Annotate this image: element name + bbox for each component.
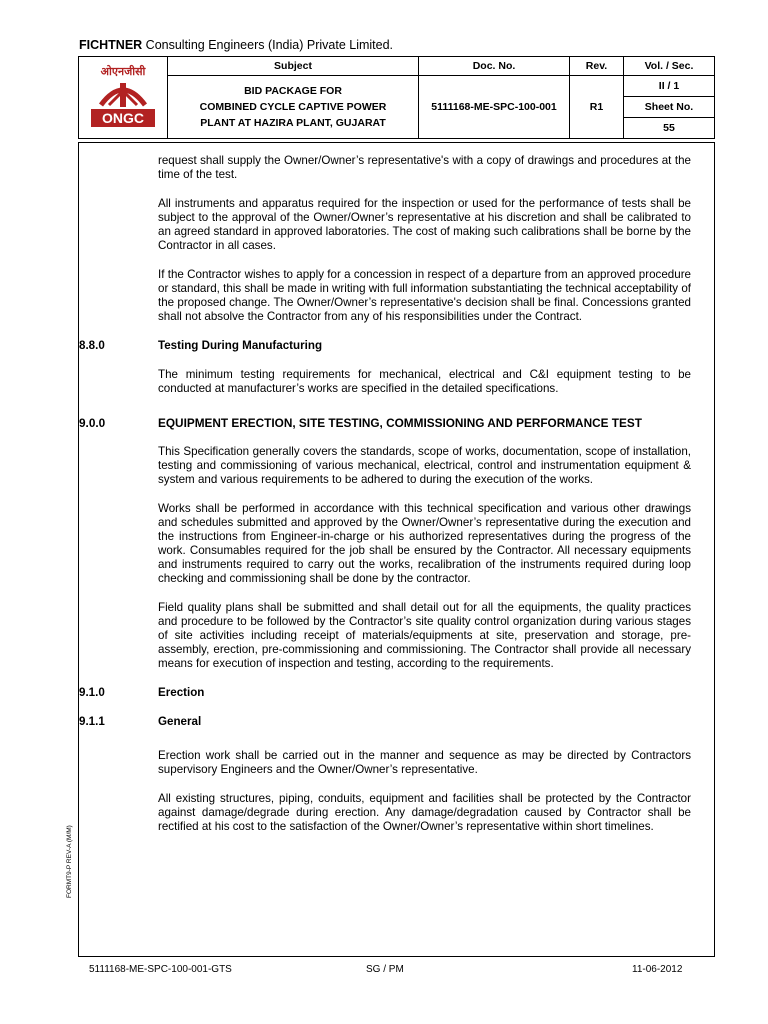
vol-sec-col-header: Vol. / Sec. bbox=[624, 57, 715, 76]
document-body bbox=[79, 154, 691, 849]
section-number: 9.0.0 bbox=[79, 416, 106, 430]
vol-sec-value: II / 1 bbox=[624, 76, 715, 97]
section-number: 9.1.1 bbox=[79, 715, 105, 728]
paragraph-works-performed: Works shall be performed in accordance with this technical specification and various other drawings and schedules submitted and approved by the Owner/Owner’s representative during the execution and the instructions from Engineer-in-charge or his authorized representatives during the progress of the work. Consumables required for the job shall be ensured by the Contractor. All necessary equipments and instruments required to carry out the works, recalibration of the instruments required during loop checking and commissioning shall be done by the contractor. bbox=[158, 502, 691, 585]
rev-col-header: Rev. bbox=[570, 57, 624, 76]
section-number: 8.8.0 bbox=[79, 339, 105, 352]
section-heading-9-1-0 bbox=[79, 686, 691, 700]
subject-cell bbox=[168, 76, 419, 139]
company-name-bold: FICHTNER bbox=[79, 38, 143, 52]
doc-no-cell: 5111168-ME-SPC-100-001 bbox=[419, 76, 570, 139]
doc-no-col-header: Doc. No. bbox=[419, 57, 570, 76]
subject-line-3: PLANT AT HAZIRA PLANT, GUJARAT bbox=[200, 117, 386, 129]
paragraph-min-testing: The minimum testing requirements for mechanical, electrical and C&I equipment testing to be conducted at manufacturer’s works are specified in the detailed specifications. bbox=[158, 368, 691, 395]
section-heading-9-1-1 bbox=[79, 715, 691, 729]
ongc-logo-icon bbox=[87, 61, 159, 131]
section-title: Erection bbox=[158, 686, 205, 699]
company-name-rest: Consulting Engineers (India) Private Limited. bbox=[142, 38, 394, 52]
subject-col-header: Subject bbox=[168, 57, 419, 76]
subject-line-2: COMBINED CYCLE CAPTIVE POWER bbox=[199, 101, 387, 113]
footer-initials: SG / PM bbox=[366, 964, 404, 975]
ongc-logo bbox=[79, 57, 168, 139]
company-name bbox=[79, 38, 393, 52]
sheet-label: Sheet No. bbox=[624, 97, 715, 118]
footer-doc-ref: 5111168-ME-SPC-100-001-GTS bbox=[89, 964, 232, 975]
paragraph-test-drawings: request shall supply the Owner/Owner’s representative's with a copy of drawings and procedures at the time of the test. bbox=[158, 154, 691, 181]
rev-cell: R1 bbox=[570, 76, 624, 139]
paragraph-erection-work: Erection work shall be carried out in the manner and sequence as may be directed by Contractors supervisory Engineers and the Owner/Owner’s representative. bbox=[158, 749, 691, 776]
section-heading-9-0-0 bbox=[79, 416, 691, 430]
logo-brand-text: ONGC bbox=[102, 110, 144, 126]
paragraph-existing-structures: All existing structures, piping, conduits, equipment and facilities shall be protected by the Contractor against damage/degrade during erection. Any damage/degradation caused by Contractor shall be rectified at his cost to the satisfaction of the Owner/Owner’s representative within short timelines. bbox=[158, 792, 691, 833]
paragraph-instruments: All instruments and apparatus required for the inspection or used for the performance of tests shall be subject to the approval of the Owner/Owner’s representative at his discretion and shall be calibrated to an agreed standard in approved laboratories. The cost of making such calibrations shall be borne by the Contractor in all cases. bbox=[158, 197, 691, 252]
footer-date: 11-06-2012 bbox=[632, 964, 683, 975]
subject-line-1: BID PACKAGE FOR bbox=[244, 85, 342, 97]
section-number: 9.1.0 bbox=[79, 686, 105, 699]
section-title: EQUIPMENT ERECTION, SITE TESTING, COMMISSIONING AND PERFORMANCE TEST bbox=[158, 416, 642, 430]
logo-hindi-text: ओएनजीसी bbox=[100, 65, 146, 78]
paragraph-spec-coverage: This Specification generally covers the standards, scope of works, documentation, scope of installation, testing and commissioning of various mechanical, electrical, control and instrumentation equipment & system and various requirements to be adhered to during the execution of the works. bbox=[158, 445, 691, 486]
section-title: Testing During Manufacturing bbox=[158, 339, 323, 352]
header-table bbox=[78, 56, 715, 139]
paragraph-field-quality: Field quality plans shall be submitted and shall detail out for all the equipments, the quality practices and procedure to be followed by the Contractor’s site quality control organization during various stages of site activities including receipt of materials/equipments at site, preservation and storage, pre-assembly, erection, pre-commissioning and commissioning. The Contractor shall provide all necessary means for execution of inspection and testing, according to the requirements. bbox=[158, 601, 691, 670]
paragraph-concession: If the Contractor wishes to apply for a concession in respect of a departure from an approved procedure or standard, this shall be made in writing with full information substantiating the technical acceptability of the proposed change. The Owner/Owner’s representative's decision shall be final. Concessions granted shall not absolve the Contractor from any of his responsibilities under the Contract. bbox=[158, 268, 691, 323]
sheet-number: 55 bbox=[624, 118, 715, 139]
section-title: General bbox=[158, 715, 202, 728]
section-heading-8-8-0 bbox=[79, 339, 691, 353]
form-side-label: FORMT9-P REV-A (M/M) bbox=[66, 825, 73, 898]
